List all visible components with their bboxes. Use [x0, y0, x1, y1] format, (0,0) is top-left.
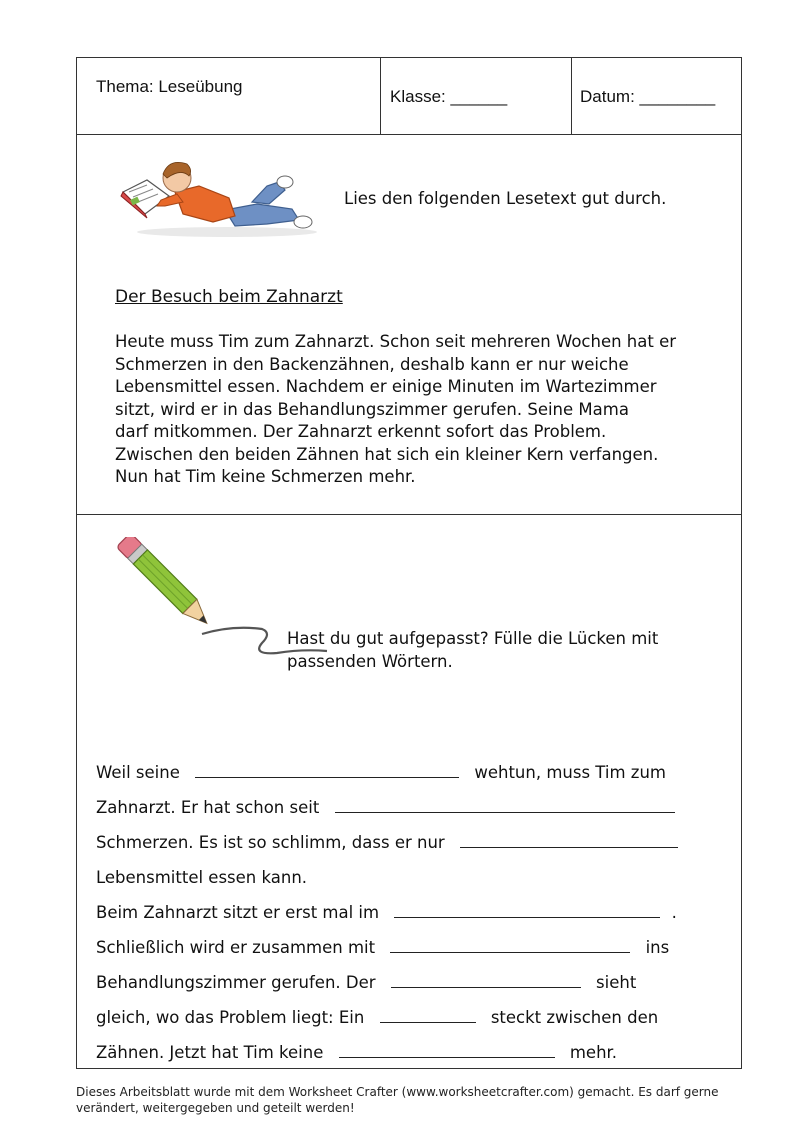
header-class-cell: [381, 58, 572, 134]
gap-line: [96, 833, 678, 852]
gap-blank[interactable]: [335, 798, 675, 813]
header-topic-cell: [77, 58, 381, 134]
gap-line: [96, 1043, 617, 1062]
reading-line: Schmerzen in den Backenzähnen, deshalb kann er nur weiche: [115, 354, 629, 374]
gap-blank[interactable]: [394, 903, 660, 918]
gap-text: Beim Zahnarzt sitzt er erst mal im: [96, 903, 380, 922]
reading-section: [77, 134, 741, 515]
gap-blank[interactable]: [195, 763, 459, 778]
reading-line: darf mitkommen. Der Zahnarzt erkennt sofort das Problem.: [115, 422, 607, 441]
reading-line: Nun hat Tim keine Schmerzen mehr.: [115, 467, 416, 486]
reading-line: Heute muss Tim zum Zahnarzt. Schon seit mehreren Wochen hat er: [115, 332, 677, 351]
gap-line: [96, 903, 677, 922]
gap-text: Zähnen. Jetzt hat Tim keine: [96, 1043, 324, 1062]
header-date-cell: [572, 58, 741, 134]
footer-line: verändert, weitergegeben und geteilt werden!: [76, 1100, 355, 1115]
reading-line: sitzt, wird er in das Behandlungszimmer gerufen. Seine Mama: [115, 399, 629, 419]
exercise-instruction-line2: passenden Wörtern.: [287, 652, 453, 671]
date-field[interactable]: Datum: ________: [580, 87, 716, 106]
gap-text: wehtun, muss Tim zum: [474, 763, 666, 782]
gap-blank[interactable]: [339, 1043, 555, 1058]
gap-text: mehr.: [569, 1043, 618, 1062]
gap-line: [96, 938, 669, 957]
gap-blank[interactable]: [460, 833, 678, 848]
reading-instruction: Lies den folgenden Lesetext gut durch.: [344, 189, 667, 208]
gap-line: [96, 763, 666, 782]
exercise-section: [77, 515, 741, 1068]
gap-blank[interactable]: [391, 973, 581, 988]
gap-text: Schmerzen. Es ist so schlimm, dass er nur: [96, 833, 445, 852]
topic-label: Thema: Leseübung: [96, 77, 243, 96]
gap-text: Weil seine: [96, 763, 180, 782]
gap-line: [96, 798, 675, 817]
gap-line: [96, 973, 636, 992]
gap-text: steckt zwischen den: [490, 1008, 659, 1027]
gap-text: .: [671, 903, 677, 922]
gap-blank[interactable]: [390, 938, 630, 953]
class-field[interactable]: Klasse: ______: [390, 87, 508, 106]
gap-text: sieht: [596, 973, 637, 992]
gap-text: Lebensmittel essen kann.: [96, 868, 308, 887]
worksheet-frame: [76, 57, 742, 1069]
footer-line: Dieses Arbeitsblatt wurde mit dem Worksheet Crafter (www.worksheetcrafter.com) gemacht. Es darf gerne: [76, 1085, 719, 1099]
gap-blank[interactable]: [380, 1008, 476, 1023]
gap-text: Schließlich wird er zusammen mit: [96, 938, 376, 957]
footer-note: [76, 1085, 756, 1116]
gap-text: ins: [645, 938, 670, 957]
gap-text: Behandlungszimmer gerufen. Der: [96, 973, 376, 992]
gap-line: [96, 868, 307, 887]
gap-text: gleich, wo das Problem liegt: Ein: [96, 1008, 365, 1027]
gap-line: [96, 1008, 658, 1027]
reading-paragraph: [115, 331, 676, 489]
gap-text: Zahnarzt. Er hat schon seit: [96, 798, 320, 817]
reading-line: Zwischen den beiden Zähnen hat sich ein kleiner Kern verfangen.: [115, 444, 659, 464]
reading-line: Lebensmittel essen. Nachdem er einige Minuten im Wartezimmer: [115, 377, 657, 396]
reading-boy-icon: [117, 152, 327, 242]
worksheet-header: [77, 58, 741, 135]
reading-title: Der Besuch beim Zahnarzt: [115, 287, 343, 307]
exercise-instruction-line1: Hast du gut aufgepasst? Fülle die Lücken mit: [287, 629, 659, 648]
